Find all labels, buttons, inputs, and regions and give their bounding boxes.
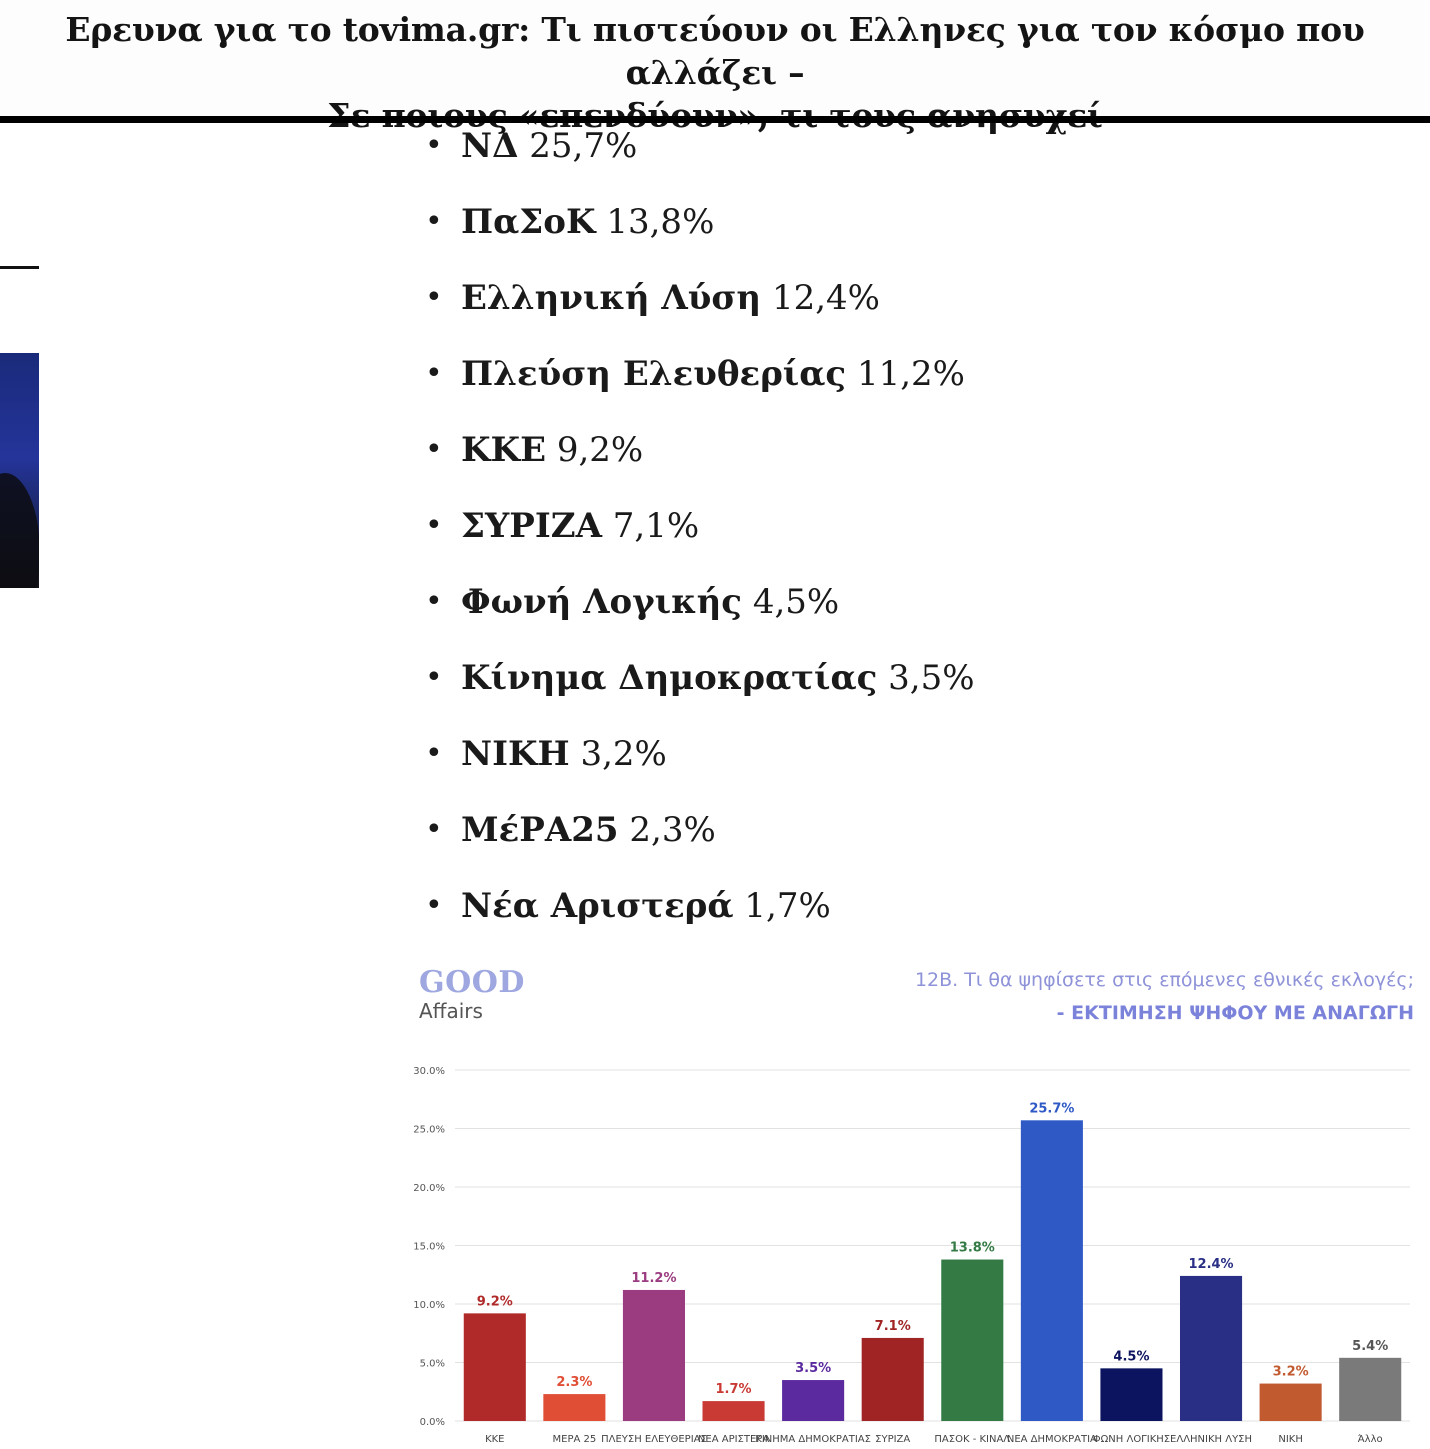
bullet-icon: • <box>425 660 443 695</box>
result-item <box>425 582 975 658</box>
result-party: ΝΙΚΗ <box>461 734 570 774</box>
result-item <box>425 734 975 810</box>
category-label: Άλλο <box>1357 1434 1383 1445</box>
bar-value-label: 12.4% <box>1188 1256 1234 1272</box>
result-party: ΝΔ <box>461 126 519 166</box>
bar-chart-svg <box>410 955 1430 1449</box>
chart-question: 12Β. Τι θα ψηφίσετε στις επόμενες εθνικές εκλογές; <box>914 969 1414 991</box>
sidebar-divider <box>0 266 39 269</box>
result-party: ΣΥΡΙΖΑ <box>461 506 602 546</box>
result-party: ΠαΣοΚ <box>461 202 596 242</box>
category-label: ΚΙΝΗΜΑ ΔΗΜΟΚΡΑΤΙΑΣ <box>755 1434 871 1445</box>
y-tick-label: 10.0% <box>413 1300 445 1311</box>
result-item <box>425 506 975 582</box>
y-tick-label: 30.0% <box>413 1066 445 1077</box>
article-header <box>0 0 1430 116</box>
bar-value-label: 1.7% <box>715 1382 752 1398</box>
bar-value-label: 2.3% <box>556 1375 593 1391</box>
y-tick-label: 25.0% <box>413 1124 445 1136</box>
bar <box>703 1401 765 1421</box>
category-label: ΕΛΛΗΝΙΚΗ ΛΥΣΗ <box>1170 1434 1253 1445</box>
category-label: ΝΕΑ ΔΗΜΟΚΡΑΤΙΑ <box>1006 1434 1097 1445</box>
result-item <box>425 278 975 354</box>
bullet-icon: • <box>425 280 443 315</box>
bar <box>782 1380 844 1421</box>
result-percentage: 9,2% <box>556 430 644 470</box>
good-affairs-logo-text: Affairs <box>419 999 483 1023</box>
bullet-icon: • <box>425 812 443 847</box>
bar-value-label: 9.2% <box>476 1294 513 1310</box>
result-item <box>425 810 975 886</box>
result-percentage: 2,3% <box>629 810 716 850</box>
result-percentage: 1,7% <box>744 886 831 926</box>
bar-value-label: 4.5% <box>1113 1349 1150 1365</box>
good-affairs-logo: GOOD <box>419 965 525 1000</box>
result-party: Πλεύση Ελευθερίας <box>461 354 847 394</box>
result-party: Νέα Αριστερά <box>461 886 734 926</box>
result-item <box>425 886 975 962</box>
result-party: Κίνημα Δημοκρατίας <box>461 658 878 698</box>
poll-results-list <box>425 126 975 962</box>
result-percentage: 3,5% <box>888 658 975 698</box>
y-tick-label: 5.0% <box>419 1358 445 1370</box>
bullet-icon: • <box>425 204 443 239</box>
bar <box>464 1313 526 1421</box>
result-party: Φωνή Λογικής <box>461 582 742 622</box>
bar-value-label: 7.1% <box>874 1318 911 1334</box>
category-label: ΦΩΝΗ ΛΟΓΙΚΗΣ <box>1092 1434 1171 1445</box>
chart-subtitle: - ΕΚΤΙΜΗΣΗ ΨΗΦΟΥ ΜΕ ΑΝΑΓΩΓΗ <box>1056 1002 1414 1024</box>
category-label: ΠΑΣΟΚ - ΚΙΝΑΛ <box>934 1434 1011 1445</box>
bar <box>1180 1276 1242 1421</box>
bullet-icon: • <box>425 888 443 923</box>
result-party: Ελληνική Λύση <box>461 278 762 318</box>
category-label: ΣΥΡΙΖΑ <box>875 1434 911 1445</box>
y-tick-label: 15.0% <box>413 1241 445 1253</box>
category-label: ΚΚΕ <box>485 1434 505 1445</box>
header-divider <box>0 116 1430 123</box>
bar <box>1339 1358 1401 1421</box>
result-percentage: 13,8% <box>606 202 715 242</box>
bullet-icon: • <box>425 508 443 543</box>
bullet-icon: • <box>425 736 443 771</box>
result-percentage: 7,1% <box>612 506 700 546</box>
result-party: ΜέΡΑ25 <box>461 810 619 850</box>
category-label: ΝΕΑ ΑΡΙΣΤΕΡΑ <box>697 1434 770 1445</box>
result-item <box>425 202 975 278</box>
result-percentage: 25,7% <box>529 126 638 166</box>
result-party: ΚΚΕ <box>461 430 547 470</box>
bullet-icon: • <box>425 584 443 619</box>
result-item <box>425 354 975 430</box>
bar <box>1260 1384 1322 1421</box>
bullet-icon: • <box>425 356 443 391</box>
article-title-line1: Ερευνα για το tovima.gr: Τι πιστεύουν οι Ελληνες για τον κόσμο που αλλάζει – <box>65 10 1365 92</box>
sidebar-thumbnail[interactable] <box>0 353 39 588</box>
result-percentage: 12,4% <box>771 278 880 318</box>
bar <box>543 1394 605 1421</box>
category-label: ΠΛΕΥΣΗ ΕΛΕΥΘΕΡΙΑΣ <box>601 1434 707 1445</box>
bullet-icon: • <box>425 432 443 467</box>
result-item <box>425 658 975 734</box>
bar-value-label: 13.8% <box>949 1240 995 1256</box>
category-label: ΝΙΚΗ <box>1278 1434 1303 1445</box>
bar <box>862 1338 924 1421</box>
bar-value-label: 3.2% <box>1272 1364 1309 1380</box>
category-label: ΜΕΡΑ 25 <box>552 1434 597 1445</box>
bar <box>1021 1120 1083 1421</box>
bar-value-label: 25.7% <box>1029 1101 1075 1117</box>
y-tick-label: 20.0% <box>413 1183 445 1194</box>
bullet-icon: • <box>425 128 443 163</box>
result-percentage: 3,2% <box>580 734 667 774</box>
bar-value-label: 11.2% <box>631 1270 677 1286</box>
result-item <box>425 430 975 506</box>
result-item <box>425 126 975 202</box>
bar-value-label: 5.4% <box>1352 1338 1389 1354</box>
bar <box>623 1290 685 1421</box>
poll-chart <box>410 955 1430 1449</box>
result-percentage: 4,5% <box>752 582 840 622</box>
bar <box>1100 1368 1162 1421</box>
bar-value-label: 3.5% <box>795 1361 832 1377</box>
y-tick-label: 0.0% <box>419 1417 445 1428</box>
bar <box>941 1260 1003 1421</box>
result-percentage: 11,2% <box>856 354 965 394</box>
